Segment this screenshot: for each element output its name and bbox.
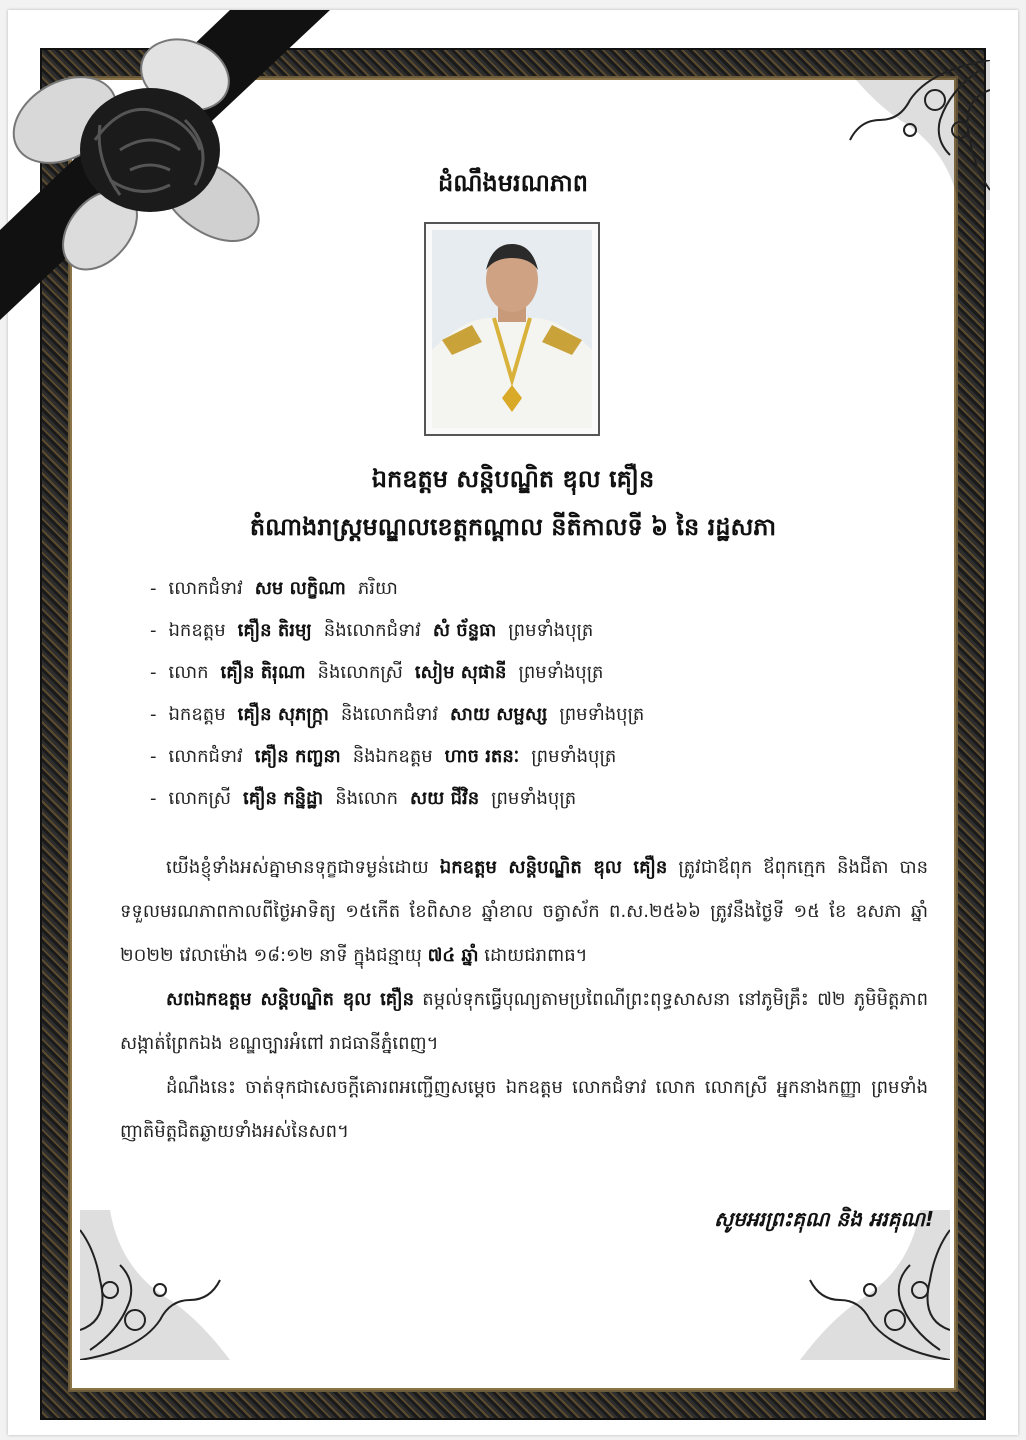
family-connector: និងលោក [335, 788, 399, 809]
family-relation: ព្រមទាំងបុត្រ [508, 620, 594, 641]
paragraph-text: ដោយជរាពាធ។ [484, 945, 588, 966]
family-name: គឿន កន្និដ្ឋា [243, 788, 324, 809]
family-dash: - [150, 746, 157, 767]
paragraph-invitation: ដំណឹងនេះ ចាត់ទុកជាសេចក្ដីគោរពអញ្ជើញសម្ដេច ឯកឧត្តម លោកជំទាវ លោក លោកស្រី អ្នកនាងកញ្ញា ព្រមទាំងញាតិមិត្តជិតឆ្ងាយទាំងអស់នៃសព។ [120, 1077, 928, 1142]
family-connector: និងលោកជំទាវ [340, 704, 439, 725]
family-connector: និងលោកស្រី [317, 662, 403, 683]
page-title: ដំណឹងមរណភាព [438, 169, 588, 197]
funeral-name-inline: សពឯកឧត្តម សន្តិបណ្ឌិត ឌុល គឿន [166, 989, 414, 1010]
closing-thanks: សូមអរព្រះគុណ និង អរគុណ! [714, 1207, 934, 1231]
family-name-2: សយ ជីវិន [410, 788, 480, 809]
family-title: ឯកឧត្តម [168, 704, 226, 725]
portrait-photo [432, 230, 592, 428]
family-row [150, 744, 930, 786]
family-title: លោក [168, 662, 209, 683]
family-connector: និងឯកឧត្តម [352, 746, 433, 767]
family-name: សម លក្ខិណា [254, 578, 346, 599]
family-name: គឿន តិរុណា [220, 662, 306, 683]
family-relation: ព្រមទាំងបុត្រ [518, 662, 604, 683]
family-name-2: ហាច រតនៈ [444, 746, 520, 767]
family-list [150, 576, 930, 828]
deceased-position: តំណាងរាស្ត្រមណ្ឌលខេត្តកណ្ដាល នីតិកាលទី ៦ នៃ រដ្ឋសភា [249, 513, 777, 541]
paragraph-text: ត្រូវជាឪពុក ឪពុកក្មេក និងជីតា បានទទួលមរណភាពកាលពីថ្ងៃអាទិត្យ ១៥កើត ខែពិសាខ ឆ្នាំខាល ចត្វាស័ក ព.ស.២៥៦៦ ត្រូវនឹងថ្ងៃទី ១៥ ខែ ឧសភា ឆ្នាំ ២០២២ វេលាម៉ោង ១៨:១២ នាទី ក្នុងជន្មាយុ [120, 857, 929, 966]
family-title: ឯកឧត្តម [168, 620, 226, 641]
portrait-frame [424, 222, 600, 436]
announcement-content [72, 80, 954, 1390]
family-relation: ភរិយា [357, 578, 398, 599]
family-relation: ព្រមទាំងបុត្រ [491, 788, 577, 809]
family-title: លោកជំទាវ [168, 578, 243, 599]
deceased-name: ឯកឧត្តម សន្តិបណ្ឌិត ឌុល គឿន [371, 465, 655, 493]
family-title: លោកជំទាវ [168, 746, 243, 767]
paragraph-text: តម្កល់ទុកធ្វើបុណ្យតាមប្រពៃណីព្រះពុទ្ធសាសនា នៅភូមិគ្រឹះ ៧២ ភូមិមិត្តភាព សង្កាត់ព្រែកឯង ខណ្ឌច្បារអំពៅ រាជធានីភ្នំពេញ។ [120, 989, 928, 1054]
paragraph-text: យើងខ្ញុំទាំងអស់គ្នាមានទុក្ខជាទម្ងន់ដោយ [166, 857, 429, 878]
family-name: គឿន តិរម្យ [237, 620, 312, 641]
paragraph-announcement [120, 846, 928, 978]
family-row [150, 618, 930, 660]
family-dash: - [150, 620, 157, 641]
family-row [150, 702, 930, 744]
family-name: គឿន កញ្ចនា [254, 746, 341, 767]
family-title: លោកស្រី [168, 788, 231, 809]
family-name: គឿន សុភក្រ្កា [237, 704, 329, 725]
family-row [150, 576, 930, 618]
family-row [150, 786, 930, 828]
deceased-name-inline: ឯកឧត្តម សន្តិបណ្ឌិត ឌុល គឿន [439, 857, 668, 878]
family-dash: - [150, 704, 157, 725]
portrait-image-icon [432, 230, 592, 428]
family-connector: និងលោកជំទាវ [323, 620, 421, 641]
family-relation: ព្រមទាំងបុត្រ [531, 746, 617, 767]
family-name-2: សាយ សម្ផស្ស [450, 704, 548, 725]
family-name-2: សៀម សុផានី [414, 662, 507, 683]
family-relation: ព្រមទាំងបុត្រ [559, 704, 645, 725]
family-row [150, 660, 930, 702]
paragraph-funeral [120, 978, 928, 1066]
age-text: ៧៤ ឆ្នាំ [427, 945, 479, 966]
family-dash: - [150, 788, 157, 809]
family-name-2: សំ ច័ន្ទធា [432, 620, 497, 641]
family-dash: - [150, 578, 157, 599]
family-dash: - [150, 662, 157, 683]
